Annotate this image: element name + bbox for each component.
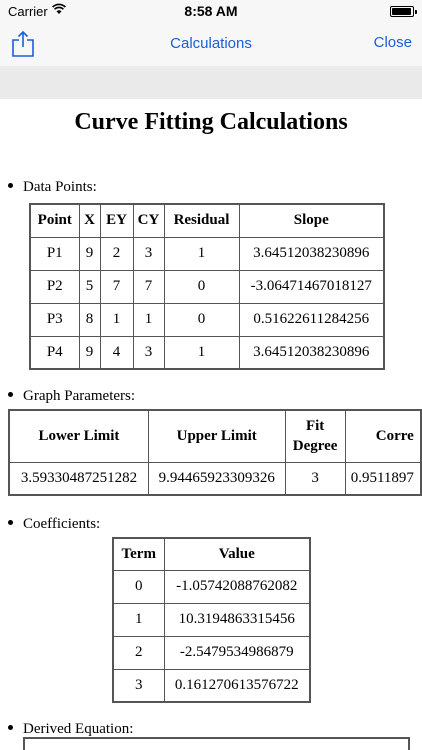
table-header-row xyxy=(30,204,384,237)
table-cell: 3 xyxy=(285,462,345,495)
column-header: X xyxy=(79,204,100,237)
navigation-bar xyxy=(0,22,422,66)
table-row xyxy=(113,603,310,636)
table-cell: 5 xyxy=(79,270,100,303)
bullet-icon xyxy=(8,392,13,397)
derived-equation-label-text: Derived Equation: xyxy=(23,721,134,737)
page-title: Curve Fitting Calculations xyxy=(74,109,348,135)
status-time: 8:58 AM xyxy=(184,3,238,19)
table-cell: 3.59330487251282 xyxy=(9,462,148,495)
table-cell: 7 xyxy=(133,270,164,303)
graph-parameters-label-text: Graph Parameters: xyxy=(23,388,136,404)
header-band xyxy=(0,66,422,99)
table-cell: P2 xyxy=(30,270,79,303)
coefficients-label-text: Coefficients: xyxy=(23,516,101,532)
close-button[interactable]: Close xyxy=(373,34,412,51)
table-cell: 3 xyxy=(133,336,164,369)
table-header-row xyxy=(113,538,310,570)
column-header: Slope xyxy=(239,204,384,237)
battery-fill xyxy=(392,8,411,15)
table-cell: P4 xyxy=(30,336,79,369)
table-cell: -3.06471467018127 xyxy=(239,270,384,303)
data-points-label-text: Data Points: xyxy=(23,179,97,195)
table-cell: -1.05742088762082 xyxy=(164,570,310,603)
status-bar xyxy=(0,0,422,22)
battery-icon xyxy=(390,6,414,17)
table-row xyxy=(30,336,384,369)
column-header: CY xyxy=(133,204,164,237)
table-cell: 0 xyxy=(164,270,239,303)
derived-equation-label xyxy=(8,721,133,738)
carrier-label: Carrier xyxy=(8,4,48,19)
table-cell: 2 xyxy=(100,237,133,270)
table-row xyxy=(113,636,310,669)
data-points-label xyxy=(8,179,97,196)
column-header: Fit Degree xyxy=(285,410,345,462)
nav-title: Calculations xyxy=(170,35,252,52)
bullet-icon xyxy=(8,183,13,188)
column-header: Term xyxy=(113,538,164,570)
table-cell: 8 xyxy=(79,303,100,336)
table-cell: 9 xyxy=(79,336,100,369)
table-cell: 9 xyxy=(79,237,100,270)
column-header: Point xyxy=(30,204,79,237)
table-header-row xyxy=(9,410,421,462)
column-header: Lower Limit xyxy=(9,410,148,462)
table-cell: 7 xyxy=(100,270,133,303)
table-row xyxy=(30,270,384,303)
table-row xyxy=(113,570,310,603)
coefficients-table xyxy=(112,537,311,703)
table-cell: 0.161270613576722 xyxy=(164,669,310,702)
coefficients-label xyxy=(8,516,100,533)
table-cell: 0.51622611284256 xyxy=(239,303,384,336)
derived-equation-box xyxy=(23,737,410,750)
column-header: Upper Limit xyxy=(148,410,285,462)
table-cell: 1 xyxy=(113,603,164,636)
table-cell: 2 xyxy=(113,636,164,669)
table-cell: 9.94465923309326 xyxy=(148,462,285,495)
data-points-table xyxy=(29,203,385,370)
table-cell: 3.64512038230896 xyxy=(239,336,384,369)
table-cell: P3 xyxy=(30,303,79,336)
calculations-content[interactable] xyxy=(0,99,422,750)
table-row xyxy=(30,303,384,336)
table-cell: 3 xyxy=(113,669,164,702)
table-cell: P1 xyxy=(30,237,79,270)
graph-parameters-label xyxy=(8,388,135,405)
table-cell: -2.5479534986879 xyxy=(164,636,310,669)
table-cell: 3 xyxy=(133,237,164,270)
bullet-icon xyxy=(8,520,13,525)
table-cell: 4 xyxy=(100,336,133,369)
table-cell: 1 xyxy=(164,336,239,369)
table-row xyxy=(30,237,384,270)
bullet-icon xyxy=(8,725,13,730)
table-cell: 3.64512038230896 xyxy=(239,237,384,270)
table-cell: 1 xyxy=(164,237,239,270)
table-cell: 0.9511897 xyxy=(345,462,421,495)
table-cell: 0 xyxy=(113,570,164,603)
column-header: Corre xyxy=(345,410,421,462)
column-header: Value xyxy=(164,538,310,570)
table-row xyxy=(113,669,310,702)
graph-parameters-table xyxy=(8,409,422,496)
column-header: Residual xyxy=(164,204,239,237)
table-cell: 0 xyxy=(164,303,239,336)
table-cell: 1 xyxy=(133,303,164,336)
table-cell: 1 xyxy=(100,303,133,336)
table-cell: 10.3194863315456 xyxy=(164,603,310,636)
table-row xyxy=(9,462,421,495)
column-header: EY xyxy=(100,204,133,237)
